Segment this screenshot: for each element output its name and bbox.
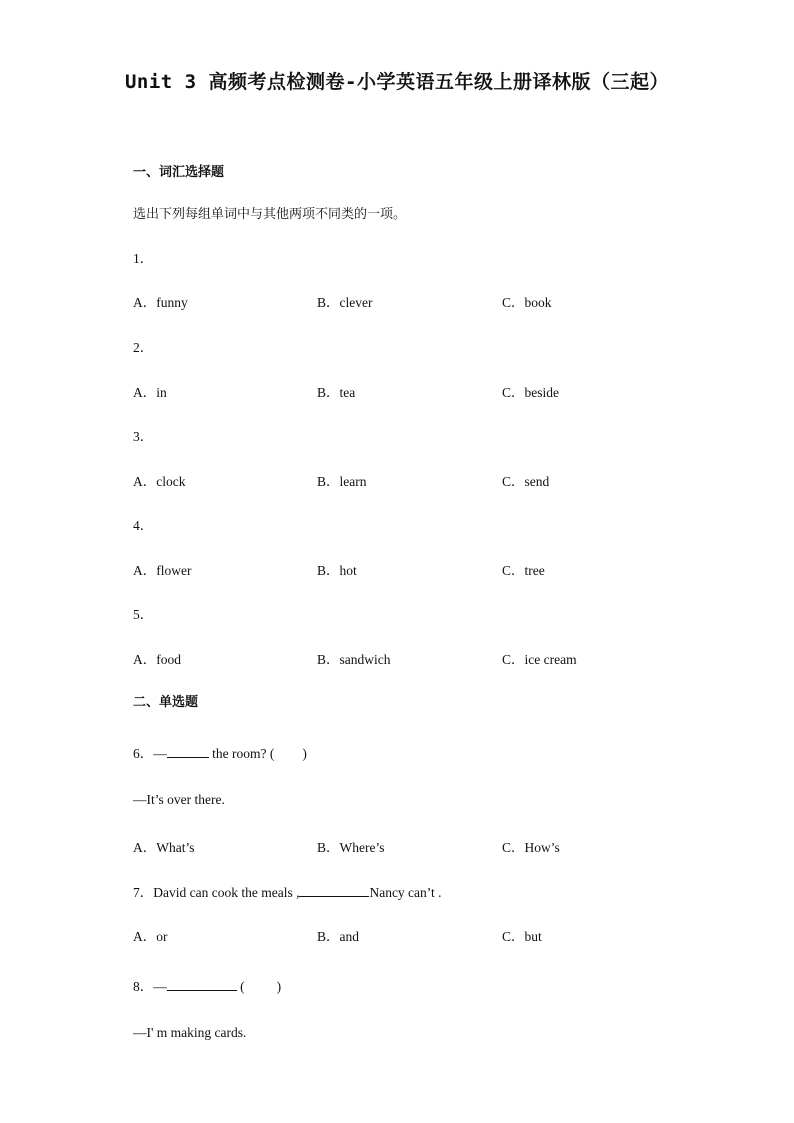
- q2-option-a: A．in: [133, 385, 167, 400]
- q7-prefix: 7．David can cook the meals ,: [133, 885, 300, 900]
- question-number-4: 4．: [133, 518, 154, 533]
- section-heading-vocabulary: 一、词汇选择题: [133, 165, 225, 180]
- q6-option-c: C．How’s: [502, 840, 560, 855]
- q6-option-b: B．Where’s: [317, 840, 385, 855]
- question-number-2: 2．: [133, 340, 154, 355]
- q1-option-b: B．clever: [317, 295, 373, 310]
- q1-option-a: A．funny: [133, 295, 188, 310]
- question-number-5: 5．: [133, 607, 154, 622]
- q6-stem: the room? (: [208, 746, 275, 761]
- question-number-3: 3．: [133, 429, 154, 444]
- q5-option-a: A．food: [133, 652, 181, 667]
- q6-option-a: A．What’s: [133, 840, 195, 855]
- q7-answer-blank[interactable]: [299, 884, 369, 897]
- question-number-1: 1．: [133, 251, 154, 266]
- q5-option-b: B．sandwich: [317, 652, 391, 667]
- q8-reply: —I' m making cards.: [133, 1025, 247, 1040]
- q3-option-c: C．send: [502, 474, 550, 489]
- q6-answer-blank[interactable]: [167, 745, 209, 758]
- q3-option-a: A．clock: [133, 474, 186, 489]
- q4-option-c: C．tree: [502, 563, 545, 578]
- q8-paren-close: ): [276, 979, 282, 994]
- q4-option-b: B．hot: [317, 563, 357, 578]
- q2-option-c: C．beside: [502, 385, 559, 400]
- section-heading-single-choice: 二、单选题: [133, 695, 199, 710]
- q6-reply: —It’s over there.: [133, 792, 225, 807]
- q7-option-c: C．but: [502, 929, 542, 944]
- question-7: [133, 881, 442, 901]
- q7-suffix: Nancy can’t .: [369, 885, 442, 900]
- q1-option-c: C．book: [502, 295, 552, 310]
- q7-option-a: A．or: [133, 929, 168, 944]
- q6-prefix: 6．—: [133, 746, 167, 761]
- q8-answer-blank[interactable]: [167, 978, 237, 991]
- q2-option-b: B．tea: [317, 385, 356, 400]
- question-6: [133, 742, 307, 762]
- q7-option-b: B．and: [317, 929, 359, 944]
- question-8: [133, 975, 281, 995]
- page-title: Unit 3 高频考点检测卷-小学英语五年级上册译林版（三起）: [124, 71, 669, 93]
- q5-option-c: C．ice cream: [502, 652, 577, 667]
- q6-paren-close: ): [302, 746, 307, 761]
- section-instruction: 选出下列每组单词中与其他两项不同类的一项。: [133, 207, 407, 222]
- q8-prefix: 8．—: [133, 979, 167, 994]
- q4-option-a: A．flower: [133, 563, 192, 578]
- q3-option-b: B．learn: [317, 474, 367, 489]
- q8-stem: (: [236, 979, 245, 994]
